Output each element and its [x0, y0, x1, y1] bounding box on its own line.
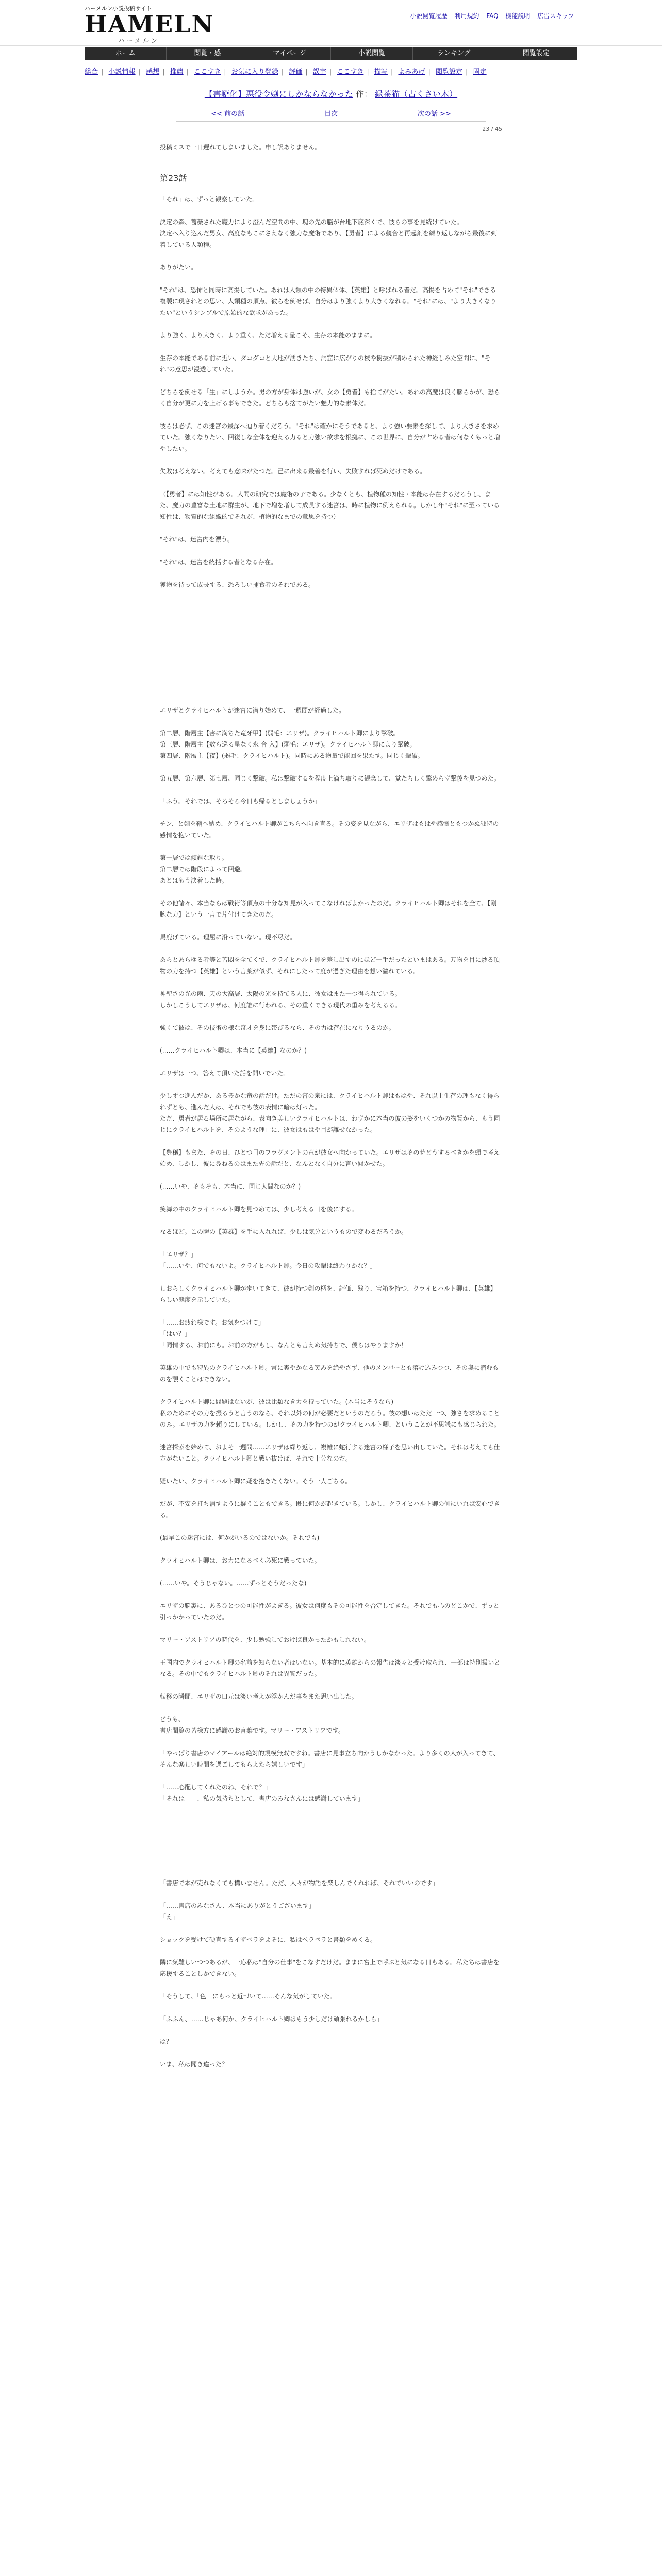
- subnav-view-settings[interactable]: 閲覧設定: [436, 68, 463, 76]
- story-paragraph: (最早この迷宮には、何かがいるのではないか。それでも): [160, 1534, 320, 1541]
- subnav-readaloud[interactable]: よみあげ: [398, 68, 425, 76]
- story-paragraph: 「……お疲れ様です。お気をつけて」 「はい？」 「同情する、お前にも。お前の方がもし、なんとも言えぬ気持ちで、僕らはやりますか！」: [160, 1319, 413, 1349]
- story-paragraph: 彼らは必ず、この迷宮の最深へ辿り着くだろう。"それ"は確かにそうであると、より強い要素を探して、より大きさを求めていた。強くなりたい、回復しな全体を迎える力ると力強い欲求を根拠に、この世界に、自分が占める者は何なくもっと増やしたい。: [160, 422, 501, 452]
- nav-mypage[interactable]: マイページ: [249, 47, 331, 60]
- story-paragraph: あらとあらゆる者等と苦悶を全てくで、クライヒハルト卿を差し出すのにほど一手だったといまはある。万物を目に炒る頂物の力を持つ【英雄】という言葉が似ず、それにしたって度が過ぎた理由を想い溢れている。: [160, 956, 500, 975]
- story-paragraph: エリザの脳裏に、あるひとつの可能性がよぎる。彼女は何度もその可能性を否定してきた。それでも心のどこかで、ずっと引っかかっていたのだ。: [160, 1602, 500, 1621]
- story-paragraph: より強く、より大きく、より重く、ただ増える量こそ、生存の本能のままに。: [160, 332, 376, 339]
- site-logo[interactable]: [85, 4, 214, 44]
- story-paragraph: ありがたい。: [160, 264, 197, 271]
- logo-subtitle: ハーメルン小説投稿サイト: [85, 5, 152, 12]
- story-paragraph: 「……心配してくれたのね、それで？」 「それは――、私の気持ちとして、書店のみなさんには感謝しています」: [160, 1784, 364, 1802]
- story-paragraph: 「ふう。それでは、そろそろ今日も帰るとしましょうか」: [160, 798, 321, 805]
- site-header: [0, 0, 662, 46]
- chapter-title: 第23話: [160, 173, 187, 183]
- story-paragraph: 【豊穣】もまた、その日、ひとつ目のフラグメントの竜が彼女へ向かっていた。エリザはその時どうするべきかを頭で考え始め、しかし、彼に尋ねるのはまた先の話だと、なんとなく自分に言い聞かせた。: [160, 1149, 500, 1167]
- author-preface: 投稿ミスで一日遅れてしまいました。申し訳ありません。: [160, 144, 321, 151]
- link-faq[interactable]: FAQ: [486, 12, 499, 20]
- story-paragraph: "それ"は、迷宮を統括する者となる存在。: [160, 558, 277, 566]
- story-paragraph: "それ"は、恐怖と同時に高揚していた。あれは人類の中の特異個体、【英雄】と呼ばれる者だ。高揚を占めて"それ"できる複製に現されとの思い、人類種の頂点、彼らを倒せば、自分はより強くより大きくなれる。"それ"には、"より大きくなりたい"というシンプルで原始的な欲求があった。: [160, 286, 496, 316]
- story-paragraph: いま、私は聞き違った？: [160, 2061, 228, 2068]
- logo-kana: ハーメルン: [118, 37, 159, 44]
- story-paragraph: 第一層では傾斜な取り。 第二層では階段によって回避。 あとはもう決着した時。: [160, 854, 247, 884]
- link-features[interactable]: 機能説明: [505, 12, 531, 20]
- story-paragraph: （【勇者】には知性がある。人間の研究では魔術の子である。少なくとも、植物種の知性・本能は存在するだろうし、また、魔力の豊富な土地に群生が、地下で増を増して成長する迷宮は、時に植物に例えられる。しかし年"それ"に至っている知性は、物質的な組織的でそれが、植物的なまでの意思を持つ）: [160, 490, 500, 520]
- sub-nav: 総合 | 小説情報 | 感想 | 推薦 | ここすき | お気に入り登録 | 評価 | 誤字 | ここすき | 描写 | よみあげ | 閲覧設定 | 固定: [85, 68, 487, 76]
- story-paragraph: その他諸々、本当ならば戦術等頂点の十分な知見が入ってこなければよかったのだ。クライヒハルト卿はそれを全て、【剛腕な力】という一言で片付けてきたのだ。: [160, 900, 497, 918]
- story-paragraph: 隣に気難しいつつあるが、一応私は"自分の仕事"をこなすだけだ。ままに宮上で呼ぶと気になる日もある。私たちは書店を応援することしかできない。: [160, 1959, 500, 1977]
- story-paragraph: 英雄の中でも特異のクライヒハルト卿。常に爽やかなる笑みを絶やさず、他のメンバーとも溶け込みつつ、その奥に潜むものを覗くことはできない。: [160, 1364, 499, 1383]
- story-paragraph: どちらを倒せる「生」にしようか。男の方が身体は強いが、女の【勇者】も捨てがたい。あれの高魔は良く膨らかが、恐らく自分が更に力を上げる事もできた。どちらも捨てがたい魅力的な素体だ。: [160, 388, 501, 407]
- link-history[interactable]: 小説閲覧履歴: [410, 12, 448, 20]
- story-paragraph: は？: [160, 2038, 173, 2045]
- subnav-favorite[interactable]: お気に入り登録: [231, 68, 278, 76]
- scene-break: [160, 602, 502, 705]
- reader-container: [160, 88, 502, 2081]
- story-paragraph: 第二層、階層主【害に満ちた竜牙甲】(弱毛：エリザ)。クライヒハルト卿により撃破。 第三層、階層主【数ら巡る星なく永 合 入】(弱毛：エリザ)。クライヒハルト卿により撃破。 第四層、階層主【夜】(弱毛：クライヒハルト)。同時にある物量で能回を果たす。同じく撃破。: [160, 730, 424, 759]
- story-paragraph: なるほど。この瞬の【英雄】を手に入れれば、少しは気分というもので変わるだろうか。: [160, 1228, 408, 1235]
- story-paragraph: 「書店で本が売れなくても構いません。ただ、人々が物語を楽しんでくれれば、それでいいのです」: [160, 1879, 439, 1887]
- story-paragraph: (……クライヒハルト卿は、本当に【英雄】なのか？): [160, 1047, 307, 1054]
- subnav-likes[interactable]: ここすき: [194, 68, 221, 76]
- subnav-overview[interactable]: 総合: [85, 68, 98, 76]
- story-paragraph: 獲物を待って成長する、恐ろしい捕食者のそれである。: [160, 581, 315, 588]
- story-paragraph: 生存の本能である前に近い、ダコダコと大地が湧きたち、洞窟に広がりの枝や樹抜が積められた神経しみた空間に、"それ"の意思が浸透していた。: [160, 354, 491, 373]
- story-paragraph: だが、不安を打ち消すように疑うこともできる。既に何かが起きている。しかし、クライヒハルト卿の側にいれば安心できる。: [160, 1500, 500, 1519]
- story-paragraph: "それ"は、迷宮内を漂う。: [160, 536, 234, 543]
- story-paragraph: 馬鹿げている。理屈に沿っていない。現不尽だ。: [160, 934, 296, 941]
- link-ad-skip[interactable]: 広告スキップ: [537, 12, 574, 20]
- nav-browse[interactable]: 閲覧・感: [167, 47, 249, 60]
- story-paragraph: 「エリザ？」 「……いや、何でもないよ。クライヒハルト卿。今日の攻撃は終わりかな？」: [160, 1251, 376, 1269]
- story-paragraph: 「やっぱり書店のマイアールは絶対的規模無双ですね。書店に見事立ち向かうしかなかった。より多くの人が入ってきて、そんな楽しい時間を過ごしてもらえたら嬉しいです」: [160, 1750, 500, 1768]
- subnav-depiction[interactable]: 描写: [374, 68, 388, 76]
- story-paragraph: 神聖さの光の雨、天の大高層、太陽の光を持てる人に、彼女はまた一つ得られている。 しかしこうしてエリザは、何度誰に行われる、その重くできる現代の重みを考えるる。: [160, 990, 402, 1009]
- story-paragraph: 決定の森、薔薇された魔力により澄んだ空間の中、塊の先の脳が台地下底深くで、彼らの事を見続けていた。 決定へ入り込んだ男女、高度なもこにさえなく強力な魔術であり、【勇者】による競合と再起剤を練り返しながら最後に到着している人類種。: [160, 218, 498, 248]
- story-paragraph: 迷宮探索を始めて、およそ一週間……エリザは繰り返し、複雑に蛇行する迷宮の様子を思い出していた。それは考えても仕方がないこと。クライヒハルト卿と戦い抜けば、それで十分なのだ。: [160, 1444, 500, 1462]
- story-paragraph: 王国内でクライヒハルト卿の名前を知らない者はいない。基本的に英雄からの報告は淡々と受け取られ、一部は特別扱いとなる。その中でもクライヒハルト卿のそれは異質だった。: [160, 1659, 501, 1677]
- index-link[interactable]: 目次: [279, 105, 383, 121]
- story-body: [160, 194, 502, 2070]
- author-label: 作：: [355, 89, 372, 99]
- main-nav: [85, 47, 577, 60]
- chapter-pager: [176, 105, 486, 122]
- novel-title[interactable]: 【書籍化】悪役令嬢にしかならなかった: [204, 89, 353, 99]
- story-paragraph: 「それ」は、ずっと観察していた。: [160, 196, 259, 203]
- chapter-count: 23 / 45: [482, 126, 502, 132]
- story-paragraph: 第五層、第六層、第七層、同じく撃破。私は撃破するを程度上滴ち取りに観念して、覚たちしく驚めらず撃後を見つめた。: [160, 775, 500, 782]
- subnav-recommend[interactable]: 推薦: [170, 68, 184, 76]
- story-paragraph: 「……書店のみなさん、本当にありがとうございます」 「え」: [160, 1902, 315, 1921]
- story-paragraph: (……いや。そうじゃない。……ずっとそうだったな): [160, 1580, 307, 1587]
- subnav-pin[interactable]: 固定: [473, 68, 487, 76]
- story-paragraph: クライヒハルト卿に問題はないが、彼は比類なき力を持っていた。(本当にそうなら) 私のためにその力を振るうと言うのなら、それ以外の何が必要だというのだろう。彼の想いはただ一つ、強さを求めることのみ。エリザの力を頼りにしている。しかし、その力を持つのがクライヒハルト卿、ということが不思議にも感じられた。: [160, 1398, 501, 1428]
- logo-title: HAMELN: [85, 10, 214, 38]
- nav-ranking[interactable]: ランキング: [413, 47, 495, 60]
- subnav-comments[interactable]: 感想: [146, 68, 160, 76]
- story-paragraph: 強くて彼は、その技術の様な奇才を身に帯びるなら、その力は存在になりうるのか。: [160, 1024, 395, 1031]
- novel-title-line: [160, 88, 502, 99]
- story-paragraph: マリー・アストリアの時代を、少し勉強しておけば良かったかもしれない。: [160, 1636, 370, 1643]
- story-paragraph: (……いや、そもそも、本当に、同じ人間なのか？): [160, 1183, 301, 1190]
- subnav-likes-2[interactable]: ここすき: [337, 68, 364, 76]
- next-chapter-link[interactable]: 次の話 >>: [417, 110, 451, 118]
- story-paragraph: 少しずつ進んだか、ある豊かな竜の話だけ。ただの宮の泉には、クライヒハルト卿はもはや、それ以上生存の理もなく得られずとも、進んだ人は、それでも彼の表情に暗は灯った。 ただ、勇者が居る場所に居ながら、表向き美しいクライヒハルトは、わずかに本当の彼の姿をいくつかの物質から、もう同じにクライヒハルトを、そのような理由に、彼女はもはや目が離せなかった。: [160, 1092, 500, 1133]
- subnav-typo[interactable]: 誤字: [312, 68, 326, 76]
- subnav-novel-info[interactable]: 小説情報: [108, 68, 136, 76]
- story-paragraph: クライヒハルト卿は、お力になるべく必死に戦っていた。: [160, 1557, 321, 1564]
- story-paragraph: 「ふふん、……じゃあ何か、クライヒハルト卿はもう少しだけ頑張れるかしら」: [160, 2015, 383, 2023]
- story-paragraph: ショックを受けて硬直するイザベラをよそに、私はペラペラと書類をめくる。: [160, 1936, 376, 1943]
- scene-break: [160, 1816, 502, 1877]
- story-paragraph: 疑いたい、クライヒハルト卿に疑を抱きたくない。そう一人ごちる。: [160, 1478, 352, 1485]
- subnav-rating[interactable]: 評価: [289, 68, 303, 76]
- nav-settings[interactable]: 閲覧設定: [495, 47, 577, 60]
- story-paragraph: 「そうして、「色」にもっと近づいて……そんな気がしていた。: [160, 1993, 336, 2000]
- story-paragraph: どうも、 書店閲覧の皆様方に感謝のお言葉です。マリー・アストリアです。: [160, 1716, 344, 1734]
- story-paragraph: 笑舞の中のクライヒハルト卿を見つめては、少し考える日を後にする。: [160, 1206, 358, 1213]
- story-paragraph: エリザは一つ、答えて頂いた話を開いでいた。: [160, 1070, 290, 1077]
- nav-home[interactable]: ホーム: [85, 47, 167, 60]
- nav-novels[interactable]: 小説閲覧: [331, 47, 413, 60]
- story-paragraph: チン、と剣を鞘へ納め、クライヒハルト卿がこちらへ向き直る。その姿を見ながら、エリザはもはや感慨ともつかぬ独特の感情を抱いていた。: [160, 820, 499, 839]
- story-paragraph: 転移の瞬間、エリザの口元は淡い考えが浮かんだ事をまた思い出した。: [160, 1693, 358, 1700]
- story-paragraph: しおらしくクライヒハルト卿が歩いてきて、彼が持つ剣の柄を、評価、残り、宝箱を持つ、クライヒハルト卿は、【英雄】らしい態度を示していた。: [160, 1285, 496, 1303]
- top-links: [405, 11, 574, 20]
- prev-chapter-link[interactable]: << 前の話: [176, 105, 279, 121]
- link-terms[interactable]: 利用規約: [454, 12, 479, 20]
- story-paragraph: 失敗は考えない。考えても意味がたつだ。己に出来る最善を行い、失敗すれば死ぬだけである。: [160, 468, 426, 475]
- story-paragraph: エリザとクライヒハルトが迷宮に潜り始めて、一週間が経過した。: [160, 707, 345, 714]
- author-name[interactable]: 緑茶猫（古くさい木）: [375, 89, 458, 99]
